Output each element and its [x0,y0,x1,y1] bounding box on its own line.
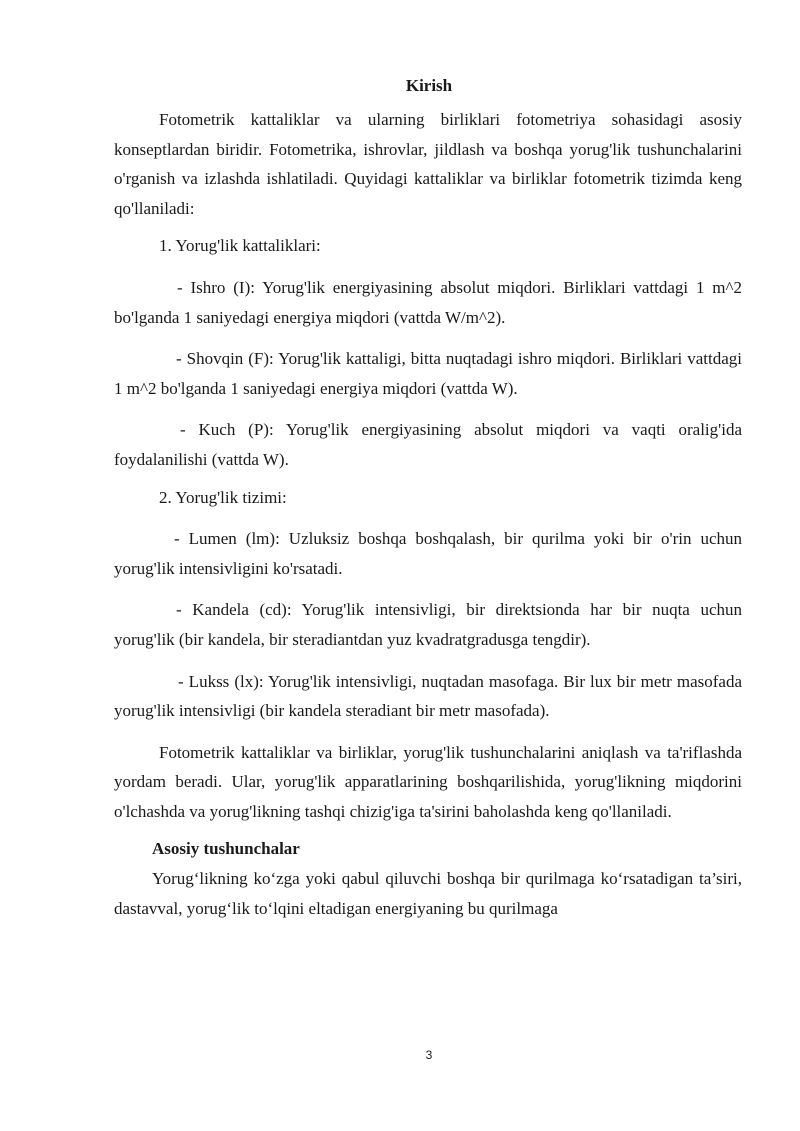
intro-paragraph: Fotometrik kattaliklar va ularning birliklari fotometriya sohasidagi asosiy konseptlardan biridir. Fotometrika, ishrovlar, jildlash va boshqa yorug'lik tushunchalarini o'rganish va izlashda ishlatiladi. Quyidagi kattaliklar va birliklar fotometrik tizimda keng qo'llaniladi: [114,110,742,218]
section2-item-kandela: - Kandela (cd): Yorug'lik intensivligi, bir direktsionda har bir nuqta uchun yorug'lik (bir kandela, bir steradiantdan yuz kvadratgradusga tengdir). [114,600,742,649]
page-title: Kirish [405,76,453,95]
section1-item-kuch: - Kuch (P): Yorug'lik energiyasining absolut miqdori va vaqti oralig'ida foydalanilishi (vattda W). [114,420,742,469]
last-paragraph: Yorug‘likning ko‘zga yoki qabul qiluvchi boshqa bir qurilmaga ko‘rsatadigan ta’siri, dastavval, yorug‘lik to‘lqini eltadigan energiyaning bu qurilmaga [114,869,742,918]
section-subheading: Asosiy tushunchalar [152,839,300,859]
section1-item-ishro: - Ishro (I): Yorug'lik energiyasining absolut miqdori. Birliklari vattdagi 1 m^2 bo'lganda 1 saniyedagi energiya miqdori (vattda W/m^2). [114,277,742,327]
conclusion-paragraph: Fotometrik kattaliklar va birliklar, yorug'lik tushunchalarini aniqlash va ta'riflashda yordam beradi. Ular, yorug'lik apparatlarining boshqarilishida, yorug'likning miqdorini o'lchashda va yorug'likning tashqi chizig'iga ta'sirini baholashda keng qo'llaniladi. [114,742,742,821]
page-number: 3 [425,1048,433,1062]
section1-item-shovqin: - Shovqin (F): Yorug'lik kattaligi, bitta nuqtadagi ishro miqdori. Birliklari vattdagi 1 m^2 bo'lganda 1 saniyedagi energiya miqdori (vattda W). [114,349,742,398]
section2-item-lukss: - Lukss (lx): Yorug'lik intensivligi, nuqtadan masofaga. Bir lux bir metr masofada yorug'lik intensivligi (bir kandela steradiant bir metr masofada). [114,671,742,721]
section2-heading: 2. Yorug'lik tizimi: [159,487,287,507]
section1-heading: 1. Yorug'lik kattaliklari: [159,236,321,256]
document-body [114,105,742,923]
section2-item-lumen: - Lumen (lm): Uzluksiz boshqa boshqalash, bir qurilma yoki bir o'rin uchun yorug'lik intensivligini ko'rsatadi. [114,529,742,578]
